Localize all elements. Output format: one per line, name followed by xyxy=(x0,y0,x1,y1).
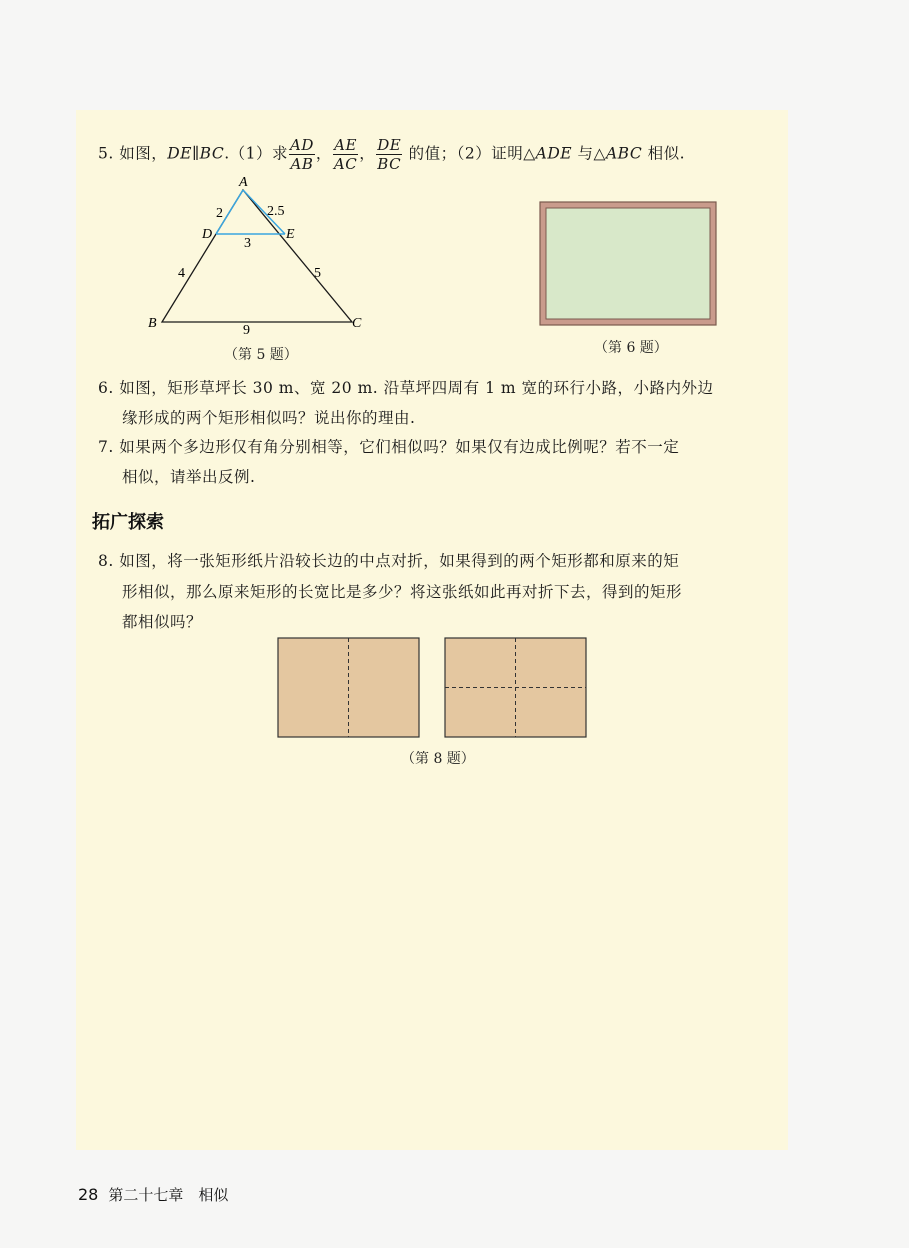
problem-7-continuation: 相似，请举出反例. xyxy=(122,468,256,486)
length-ae: 2.5 xyxy=(267,204,285,219)
vertex-label-c: C xyxy=(352,316,362,331)
triangle-abc-shape xyxy=(162,190,352,322)
fraction-de-bc: $\frac{DE}{BC}$ xyxy=(377,136,402,173)
problem-8-continuation: 形相似，那么原来矩形的长宽比是多少？将这张纸如此再对折下去，得到的矩形 xyxy=(122,583,683,601)
paper-folded-twice xyxy=(444,637,589,739)
problem-8 xyxy=(98,546,679,577)
problem-number: 6. xyxy=(98,379,114,397)
length-ad: 2 xyxy=(216,206,223,221)
problem-text: 如图，将一张矩形纸片沿较长边的中点对折，如果得到的两个矩形都和原来的矩 xyxy=(119,552,680,570)
problem-number: 5. xyxy=(98,144,114,163)
problem-8-continuation: 都相似吗？ xyxy=(122,613,203,631)
problem-text: .（1）求 xyxy=(224,144,288,163)
problem-6-continuation: 缘形成的两个矩形相似吗？说出你的理由. xyxy=(122,409,416,427)
page-number: 28 xyxy=(78,1185,99,1204)
vertex-label-e: E xyxy=(286,227,295,242)
lawn-figure xyxy=(539,201,719,327)
figure-8-caption: （第 8 题） xyxy=(401,751,475,767)
fraction-ad-ab: $\frac{AD}{AB}$ xyxy=(290,136,314,173)
triangle-ade: △ADE xyxy=(523,144,573,163)
problem-6 xyxy=(98,373,713,404)
vertex-label-d: D xyxy=(202,227,213,242)
page-footer xyxy=(78,1184,228,1205)
problem-5: 5. 如图，DE∥BC.（1）求 $\frac{AD}{AB}$ ， $\frac{AE}{AC}$ ， $\frac{DE}{BC}$ 的值；（2）证明△ADE 与△ABC 相似. xyxy=(98,136,686,173)
chapter-title: 第二十七章 相似 xyxy=(108,1186,229,1204)
problem-text: 如图， xyxy=(119,144,168,163)
inner-rectangle xyxy=(546,208,710,319)
problem-7 xyxy=(98,432,679,463)
problem-number: 7. xyxy=(98,438,114,456)
length-bc: 9 xyxy=(243,323,250,338)
parallel-statement: DE∥BC xyxy=(167,144,225,163)
fraction-ae-ac: $\frac{AE}{AC}$ xyxy=(333,136,358,173)
length-ec: 5 xyxy=(314,266,321,281)
paper-folded-once xyxy=(277,637,422,739)
section-title: 拓广探索 xyxy=(92,512,164,533)
triangle-figure xyxy=(140,170,380,340)
vertex-label-b: B xyxy=(148,316,157,331)
vertex-label-a: A xyxy=(239,175,248,190)
problem-text: 如图，矩形草坪长 30 m、宽 20 m. 沿草坪四周有 1 m 宽的环行小路，小路内外边 xyxy=(119,379,714,397)
length-db: 4 xyxy=(178,266,185,281)
figure-5-caption: （第 5 题） xyxy=(224,347,298,363)
problem-number: 8. xyxy=(98,552,114,570)
triangle-abc: △ABC xyxy=(593,144,643,163)
length-de: 3 xyxy=(244,236,251,251)
problem-text: 的值；（2）证明 xyxy=(403,144,524,163)
problem-text: 如果两个多边形仅有角分别相等，它们相似吗？如果仅有边成比例呢？若不一定 xyxy=(119,438,680,456)
figure-6-caption: （第 6 题） xyxy=(594,340,668,356)
